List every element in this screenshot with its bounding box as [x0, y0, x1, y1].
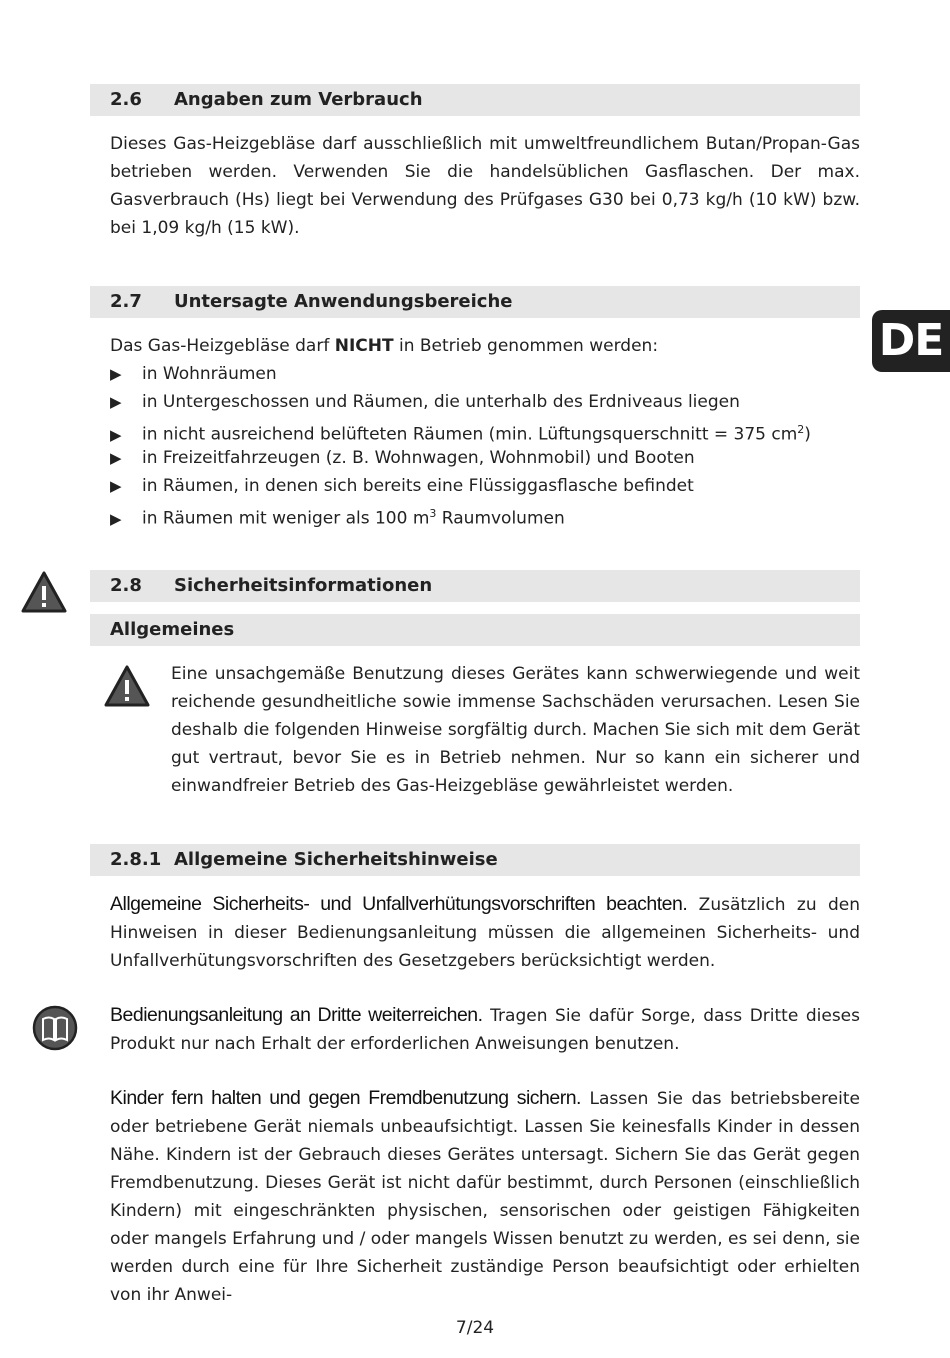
section-heading-2-8: [90, 570, 860, 602]
superscript: 3: [429, 507, 437, 520]
manual-handover-paragraph: [110, 1001, 860, 1058]
children-paragraph: [110, 1084, 860, 1309]
prohibited-intro: [110, 332, 860, 360]
section-number: 2.8.1: [110, 849, 162, 870]
superscript: 2: [797, 423, 805, 436]
intro-text-after: in Betrieb genommen werden:: [393, 336, 659, 356]
bullet-arrow-icon: ▶: [110, 477, 122, 495]
section-heading-2-7: [90, 286, 860, 318]
paragraph-lead: Kinder fern halten und gegen Fremdbenutzung sichern.: [110, 1087, 581, 1109]
intro-text-bold: NICHT: [334, 336, 394, 356]
paragraph-text: Tragen Sie dafür Sorge, dass Dritte dieses Produkt nur nach Erhalt der erforderlichen Anweisungen benutzen.: [110, 1006, 860, 1054]
list-item: [110, 444, 860, 472]
section-title: Untersagte Anwendungsbereiche: [174, 291, 513, 312]
list-item: [110, 360, 860, 388]
section-title: Allgemeine Sicherheitshinweise: [174, 849, 498, 870]
subsection-heading-allgemeines: [90, 614, 860, 646]
paragraph-lead: Allgemeine Sicherheits- und Unfallverhütungsvorschriften beachten.: [110, 893, 688, 915]
paragraph-lead: Bedienungsanleitung an Dritte weiterreichen.: [110, 1004, 483, 1026]
list-item-text: in Untergeschossen und Räumen, die unterhalb des Erdniveaus liegen: [142, 392, 740, 412]
page-number: 7/24: [455, 1318, 495, 1338]
paragraph-text: Zusätzlich zu den Hinweisen in dieser Bedienungsanleitung müssen die allgemeinen Sicherheits- und Unfallverhütungsvorschriften des Gesetzgebers berücksichtigt werden.: [110, 895, 860, 971]
bullet-arrow-icon: ▶: [110, 393, 122, 411]
warning-triangle-icon: [20, 570, 68, 614]
paragraph-text: Lassen Sie das betriebsbereite oder betriebene Gerät niemals unbeaufsichtigt. Lassen Sie keinesfalls Kinder in dessen Nähe. Kindern ist der Gebrauch dieses Gerätes untersagt. Sichern Sie das Gerät gegen Fremdbenutzung. Dieses Gerät ist nicht dafür bestimmt, durch Personen (einschließlich Kindern) mit eingeschränkten physischen, sensorischen oder geistigen Fähigkeiten oder mangels Erfahrung und / oder mangels Wissen benutzt zu werden, es sei denn, sie werden durch eine für Ihre Sicherheit zuständige Person beaufsichtigt oder erhielten von ihr Anwei-: [110, 1089, 860, 1305]
list-item: [110, 388, 860, 416]
bullet-arrow-icon: ▶: [110, 425, 122, 444]
subsection-title: Allgemeines: [110, 619, 235, 640]
safety-rules-paragraph: [110, 890, 860, 975]
section-number: 2.6: [110, 89, 142, 110]
list-item-text: in Freizeitfahrzeugen (z. B. Wohnwagen, Wohnmobil) und Booten: [142, 448, 695, 468]
general-safety-paragraph: Eine unsachgemäße Benutzung dieses Gerätes kann schwerwiegende und weit reichende gesundheitliche sowie immense Sachschäden verursachen. Lesen Sie deshalb die folgenden Hinweise sorgfältig durch. Machen Sie sich mit dem Gerät gut vertraut, bevor Sie es in Betrieb nehmen. Nur so kann ein sicherer und einwandfreier Betrieb des Gas-Heizgebläse gewährleistet werden.: [171, 664, 860, 796]
consumption-paragraph: Dieses Gas-Heizgebläse darf ausschließlich mit umweltfreundlichem Butan/Propan-Gas betrieben werden. Verwenden Sie die handelsüblichen Gasflaschen. Der max. Gasverbrauch (Hs) liegt bei Verwendung des Prüfgases G30 bei 0,73 kg/h (10 kW) bzw. bei 1,09 kg/h (15 kW).: [110, 134, 860, 238]
section-number: 2.8: [110, 575, 142, 596]
section-heading-2-6: [90, 84, 860, 116]
list-item-end: Raumvolumen: [436, 508, 565, 529]
language-tab-de[interactable]: DE: [872, 310, 950, 372]
section-title: Sicherheitsinformationen: [174, 575, 433, 596]
list-item-text: in nicht ausreichend belüfteten Räumen (min. Lüftungsquerschnitt = 375 cm: [142, 424, 798, 445]
list-item-end: ): [804, 424, 811, 445]
intro-text-before: Das Gas-Heizgebläse darf: [110, 336, 335, 356]
bullet-arrow-icon: ▶: [110, 509, 122, 528]
warning-triangle-icon: [103, 664, 151, 708]
list-item-text: in Wohnräumen: [142, 364, 277, 384]
bullet-arrow-icon: ▶: [110, 449, 122, 467]
section-number: 2.7: [110, 291, 142, 312]
list-item: [110, 500, 860, 533]
manual-book-icon: [32, 1005, 78, 1051]
list-item-text: in Räumen mit weniger als 100 m: [142, 508, 430, 529]
list-item-text: in Räumen, in denen sich bereits eine Flüssiggasflasche befindet: [142, 476, 694, 496]
section-heading-2-8-1: [90, 844, 860, 876]
bullet-arrow-icon: ▶: [110, 365, 122, 383]
list-item: [110, 472, 860, 500]
section-title: Angaben zum Verbrauch: [174, 89, 423, 110]
